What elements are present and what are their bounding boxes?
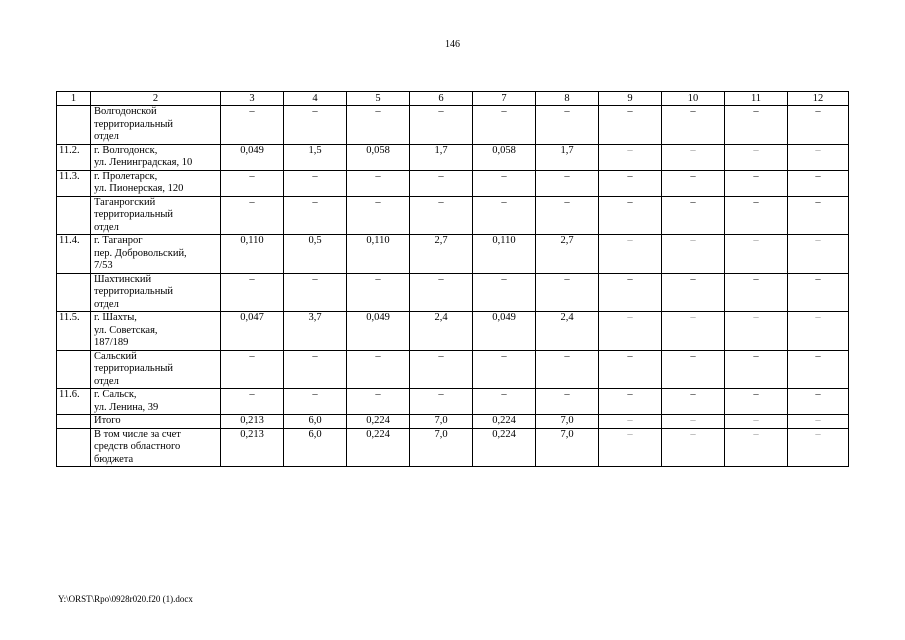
value-cell: 0,213 <box>221 428 284 467</box>
value-cell: – <box>347 106 410 145</box>
table-row <box>57 389 849 415</box>
row-index <box>57 428 91 467</box>
row-name <box>91 273 221 312</box>
value-cell: – <box>599 312 662 351</box>
row-name-line: ул. Пионерская, 120 <box>94 183 184 194</box>
value-cell: – <box>788 350 849 389</box>
row-name-line: г. Шахты, <box>94 312 137 323</box>
row-name-line: г. Таганрог <box>94 235 143 246</box>
value-cell: – <box>347 196 410 235</box>
row-name-line: 7/53 <box>94 260 113 271</box>
row-name <box>91 428 221 467</box>
row-index <box>57 196 91 235</box>
value-cell: – <box>788 428 849 467</box>
header-cell: 9 <box>599 92 662 106</box>
value-cell: 0,110 <box>221 235 284 274</box>
value-cell: – <box>221 273 284 312</box>
value-cell: – <box>662 312 725 351</box>
value-cell: – <box>662 428 725 467</box>
value-cell: 0,224 <box>473 428 536 467</box>
row-index: 11.6. <box>57 389 91 415</box>
value-cell: – <box>725 273 788 312</box>
value-cell: – <box>284 106 347 145</box>
value-cell: – <box>662 196 725 235</box>
value-cell: – <box>347 389 410 415</box>
value-cell: – <box>788 106 849 145</box>
value-cell: – <box>599 389 662 415</box>
value-cell: – <box>725 196 788 235</box>
row-name <box>91 389 221 415</box>
value-cell: 7,0 <box>410 428 473 467</box>
value-cell: – <box>473 389 536 415</box>
row-name <box>91 350 221 389</box>
row-name-line: отдел <box>94 131 119 142</box>
row-name-line: отдел <box>94 298 119 310</box>
row-name <box>91 312 221 351</box>
value-cell: 1,7 <box>410 144 473 170</box>
value-cell: – <box>725 428 788 467</box>
value-cell: – <box>536 106 599 145</box>
value-cell: 0,049 <box>221 144 284 170</box>
row-name-line: пер. Добровольский, <box>94 247 187 259</box>
value-cell: 2,4 <box>536 312 599 351</box>
header-cell: 7 <box>473 92 536 106</box>
value-cell: 2,7 <box>410 235 473 274</box>
value-cell: – <box>662 415 725 429</box>
value-cell: – <box>788 235 849 274</box>
table-row <box>57 170 849 196</box>
row-name <box>91 106 221 145</box>
value-cell: – <box>284 273 347 312</box>
row-index: 11.4. <box>57 235 91 274</box>
value-cell: – <box>599 350 662 389</box>
header-cell: 8 <box>536 92 599 106</box>
value-cell: – <box>536 170 599 196</box>
value-cell: 0,5 <box>284 235 347 274</box>
value-cell: – <box>725 235 788 274</box>
row-name-line: Сальский <box>94 350 137 362</box>
value-cell: 6,0 <box>284 415 347 429</box>
row-name-line: 187/189 <box>94 337 129 348</box>
value-cell: – <box>662 389 725 415</box>
row-name-line: Волгодонской <box>94 106 157 117</box>
page-number: 146 <box>445 39 460 50</box>
header-cell: 10 <box>662 92 725 106</box>
header-cell: 2 <box>91 92 221 106</box>
value-cell: 0,049 <box>473 312 536 351</box>
value-cell: 3,7 <box>284 312 347 351</box>
value-cell: – <box>599 170 662 196</box>
value-cell: – <box>662 235 725 274</box>
value-cell: – <box>536 389 599 415</box>
value-cell: – <box>284 350 347 389</box>
file-path: Y:\ORST\Rpo\0928r020.f20 (1).docx <box>58 594 193 604</box>
value-cell: – <box>410 170 473 196</box>
value-cell: – <box>284 196 347 235</box>
value-cell: – <box>662 170 725 196</box>
value-cell: – <box>599 144 662 170</box>
row-name <box>91 415 221 429</box>
value-cell: – <box>284 389 347 415</box>
row-index <box>57 273 91 312</box>
value-cell: – <box>221 196 284 235</box>
value-cell: 1,5 <box>284 144 347 170</box>
row-name <box>91 235 221 274</box>
value-cell: – <box>725 415 788 429</box>
value-cell: – <box>725 170 788 196</box>
table-row <box>57 144 849 170</box>
header-cell: 11 <box>725 92 788 106</box>
value-cell: 0,213 <box>221 415 284 429</box>
value-cell: – <box>221 350 284 389</box>
row-name-line: территориальный <box>94 118 174 130</box>
value-cell: – <box>536 273 599 312</box>
row-name <box>91 144 221 170</box>
value-cell: – <box>599 106 662 145</box>
header-cell: 1 <box>57 92 91 106</box>
value-cell: 0,058 <box>473 144 536 170</box>
value-cell: 0,224 <box>347 428 410 467</box>
value-cell: – <box>347 273 410 312</box>
value-cell: – <box>599 273 662 312</box>
value-cell: – <box>410 350 473 389</box>
header-cell: 12 <box>788 92 849 106</box>
value-cell: – <box>347 170 410 196</box>
row-name-line: отдел <box>94 221 119 233</box>
value-cell: – <box>788 389 849 415</box>
value-cell: – <box>221 170 284 196</box>
value-cell: – <box>221 106 284 145</box>
value-cell: – <box>599 196 662 235</box>
row-index <box>57 415 91 429</box>
value-cell: – <box>662 106 725 145</box>
row-index: 11.3. <box>57 170 91 196</box>
value-cell: – <box>788 312 849 351</box>
value-cell: 0,224 <box>473 415 536 429</box>
row-name <box>91 196 221 235</box>
value-cell: – <box>473 273 536 312</box>
row-name-line: бюджета <box>94 453 134 465</box>
value-cell: 6,0 <box>284 428 347 467</box>
row-index <box>57 350 91 389</box>
value-cell: – <box>473 196 536 235</box>
value-cell: – <box>662 273 725 312</box>
value-cell: 0,047 <box>221 312 284 351</box>
header-cell: 5 <box>347 92 410 106</box>
value-cell: 2,7 <box>536 235 599 274</box>
value-cell: – <box>347 350 410 389</box>
row-name-line: Таганрогский <box>94 196 156 208</box>
row-name-line: г. Волгодонск, <box>94 144 158 156</box>
row-name-line: ул. Ленинградская, 10 <box>94 157 193 168</box>
value-cell: – <box>725 106 788 145</box>
value-cell: – <box>473 106 536 145</box>
row-name-line: Итого <box>94 415 121 426</box>
value-cell: – <box>662 144 725 170</box>
table-row <box>57 196 849 235</box>
value-cell: – <box>788 144 849 170</box>
row-name-line: территориальный <box>94 286 174 297</box>
value-cell: – <box>599 235 662 274</box>
value-cell: – <box>221 389 284 415</box>
value-cell: – <box>725 350 788 389</box>
row-name-line: ул. Советская, <box>94 324 158 336</box>
value-cell: – <box>725 144 788 170</box>
value-cell: 2,4 <box>410 312 473 351</box>
value-cell: – <box>536 196 599 235</box>
row-name <box>91 170 221 196</box>
table-row <box>57 273 849 312</box>
row-index <box>57 106 91 145</box>
value-cell: 0,049 <box>347 312 410 351</box>
value-cell: – <box>410 196 473 235</box>
value-cell: 7,0 <box>410 415 473 429</box>
value-cell: – <box>284 170 347 196</box>
value-cell: 1,7 <box>536 144 599 170</box>
value-cell: – <box>473 350 536 389</box>
row-name-line: средств областного <box>94 441 181 452</box>
row-name-line: территориальный <box>94 209 174 220</box>
value-cell: – <box>410 106 473 145</box>
value-cell: – <box>788 170 849 196</box>
row-name-line: территориальный <box>94 363 174 374</box>
value-cell: – <box>599 428 662 467</box>
value-cell: – <box>662 350 725 389</box>
table-row <box>57 428 849 467</box>
row-name-line: отдел <box>94 375 119 387</box>
value-cell: – <box>725 389 788 415</box>
value-cell: – <box>410 273 473 312</box>
value-cell: – <box>788 196 849 235</box>
value-cell: – <box>788 415 849 429</box>
row-name-line: г. Пролетарск, <box>94 170 158 182</box>
table-row <box>57 312 849 351</box>
value-cell: 0,058 <box>347 144 410 170</box>
header-cell: 3 <box>221 92 284 106</box>
header-cell: 4 <box>284 92 347 106</box>
value-cell: – <box>599 415 662 429</box>
header-cell: 6 <box>410 92 473 106</box>
table-row <box>57 350 849 389</box>
header-row <box>57 92 849 106</box>
value-cell: 7,0 <box>536 415 599 429</box>
row-name-line: г. Сальск, <box>94 389 137 400</box>
row-index: 11.5. <box>57 312 91 351</box>
value-cell: 0,110 <box>347 235 410 274</box>
value-cell: – <box>536 350 599 389</box>
value-cell: 7,0 <box>536 428 599 467</box>
value-cell: – <box>473 170 536 196</box>
table-row <box>57 415 849 429</box>
value-cell: 0,110 <box>473 235 536 274</box>
row-index: 11.2. <box>57 144 91 170</box>
table-row <box>57 235 849 274</box>
row-name-line: В том числе за счет <box>94 428 181 440</box>
value-cell: 0,224 <box>347 415 410 429</box>
value-cell: – <box>410 389 473 415</box>
value-cell: – <box>788 273 849 312</box>
data-table <box>56 91 849 467</box>
row-name-line: ул. Ленина, 39 <box>94 401 159 413</box>
table-row <box>57 106 849 145</box>
value-cell: – <box>725 312 788 351</box>
row-name-line: Шахтинский <box>94 273 152 285</box>
